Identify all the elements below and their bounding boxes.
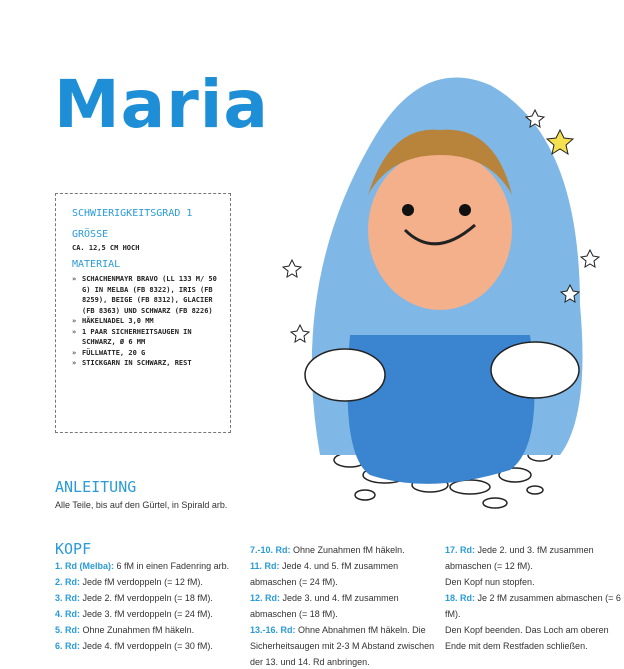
materials-box — [55, 193, 231, 433]
kopf-column-2 — [250, 542, 435, 669]
anleitung-text: Alle Teile, bis auf den Gürtel, in Spirald arb. — [55, 500, 228, 510]
step: 17. Rd: Jede 2. und 3. fM zusammen abmaschen (= 12 fM). — [445, 545, 594, 571]
material-item: » SCHACHENMAYR BRAVO (LL 133 M/ 50 G) IN MELBA (FB 8322), IRIS (FB 8259), BEIGE (FB 8312), GLACIER (FB 8363) UND SCHWARZ (FB 8226) — [72, 274, 220, 316]
crochet-doll-image — [280, 55, 620, 515]
step: 13.-16. Rd: Ohne Abnahmen fM häkeln. Die Sicherheitsaugen mit 2-3 M Abstand zwischen der 13. und 14. Rd anbringen. — [250, 625, 435, 667]
kopf-heading: KOPF — [55, 540, 92, 558]
step: 3. Rd: Jede 2. fM verdoppeln (= 18 fM). — [55, 593, 213, 603]
material-heading: MATERIAL — [72, 259, 121, 270]
step: 1. Rd (Melba): 6 fM in einen Fadenring arb. — [55, 561, 230, 571]
kopf-column-1 — [55, 558, 240, 654]
difficulty: SCHWIERIGKEITSGRAD 1 — [72, 208, 193, 219]
kopf-column-3 — [445, 542, 623, 654]
step: Den Kopf beenden. Das Loch am oberen Ende mit dem Restfaden schließen. — [445, 625, 609, 651]
anleitung-heading: ANLEITUNG — [55, 478, 137, 496]
step: 4. Rd: Jede 3. fM verdoppeln (= 24 fM). — [55, 609, 213, 619]
step: 6. Rd: Jede 4. fM verdoppeln (= 30 fM). — [55, 641, 213, 651]
step: Den Kopf nun stopfen. — [445, 577, 535, 587]
size-value: CA. 12,5 CM HOCH — [72, 244, 140, 252]
step: 11. Rd: Jede 4. und 5. fM zusammen abmaschen (= 24 fM). — [250, 561, 399, 587]
step: 12. Rd: Jede 3. und 4. fM zusammen abmaschen (= 18 fM). — [250, 593, 399, 619]
material-item: » STICKGARN IN SCHWARZ, REST — [72, 358, 220, 369]
material-list — [72, 274, 220, 369]
step: 5. Rd: Ohne Zunahmen fM häkeln. — [55, 625, 195, 635]
size-heading: GRÖSSE — [72, 229, 109, 240]
material-item: » HÄKELNADEL 3,0 MM — [72, 316, 220, 327]
step: 7.-10. Rd: Ohne Zunahmen fM häkeln. — [250, 545, 405, 555]
material-item: » FÜLLWATTE, 20 G — [72, 348, 220, 359]
page-title: Maria — [54, 66, 269, 143]
material-item: » 1 PAAR SICHERHEITSAUGEN IN SCHWARZ, Ø 6 MM — [72, 327, 220, 348]
step: 18. Rd: Je 2 fM zusammen abmaschen (= 6 fM). — [445, 593, 621, 619]
step: 2. Rd: Jede fM verdoppeln (= 12 fM). — [55, 577, 203, 587]
